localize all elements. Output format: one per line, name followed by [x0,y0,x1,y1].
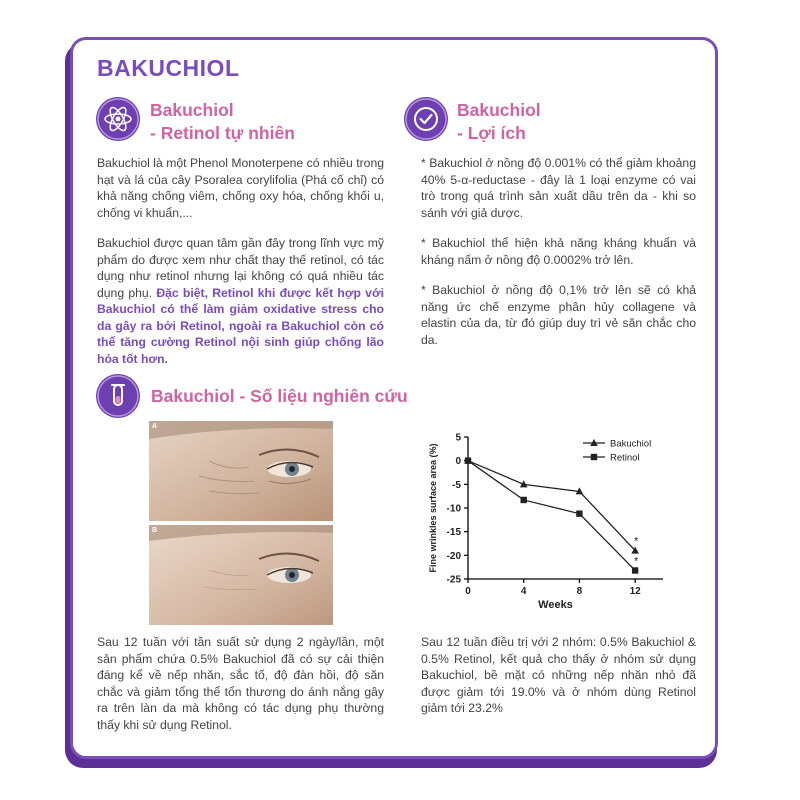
section1-para1: Bakuchiol là một Phenol Monoterpene có nhiều trong hạt và lá của cây Psoralea corylifolia (Phá cố chỉ) có khả năng chống viêm, chống oxy hóa, chống khối u, chống vi khuẩn,... [97,156,384,220]
x-axis-label: Weeks [538,599,573,611]
section2-title [457,99,541,145]
face-photo-before [149,421,333,521]
section1-para2 [97,235,384,367]
y-tick-label: 0 [455,456,461,468]
series-line-bakuchiol [468,461,635,551]
data-point-retinol [632,567,638,573]
data-point-retinol [465,457,471,463]
section1-para2-highlight: Đặc biệt, Retinol khi được kết hợp với Bakuchiol có thể làm giảm oxidative stress cho da gây ra bởi Retinol, ngoài ra Bakuchiol còn có thể tăng cường Retinol nội sinh giúp chống lão hóa tốt hơn. [97,285,384,366]
y-tick-label: -25 [446,574,461,586]
section3-left-caption: Sau 12 tuần với tần suất sử dụng 2 ngày/lần, một sản phẩm chứa 0.5% Bakuchiol đã có sự cải thiện đáng kể về nếp nhăn, sắc tố, độ đàn hồi, độ săn chắc và giảm tổng thể tổn thương do ánh nắng gây ra trên làn da mà không có tác dụng phụ thường thấy khi sử dụng Retinol. [97,635,384,732]
legend-label: Retinol [610,452,640,464]
section2-para3: * Bakuchiol ở nồng độ 0,1% trở lên sẽ có khả năng ức chế enzyme phân hủy collagene và elastin của da, từ đó giúp duy trì vẻ săn chắc cho da. [421,283,696,347]
section1-text [97,155,384,381]
significance-annotation: * [634,535,639,548]
x-tick-label: 12 [629,586,641,597]
significance-annotation: * [634,555,639,568]
data-point-retinol [576,510,582,516]
section2-text [421,155,696,362]
section1-para2-normal: Bakuchiol được quan tâm gần đây trong lĩnh vực mỹ phẩm do được xem như chất thay thế retinol, có tác dụng như retinol nhưng lại không có quá nhiều tác dụng phụ. [97,236,384,300]
y-tick-label: -5 [452,479,461,491]
photo-b-label: B [152,527,158,534]
section2-para1: * Bakuchiol ở nồng độ 0.001% có thể giảm khoảng 40% 5-α-reductase - đây là 1 loại enzyme có vai trò trong quá trình sản xuất dầu trên da - khi so sánh với giả dược. [421,156,696,220]
data-point-retinol [521,497,527,503]
x-tick-label: 4 [520,586,527,597]
section2-para2: * Bakuchiol thể hiện khả năng kháng khuẩn và kháng nấm ở nồng độ 0.0002% trở lên. [421,236,696,267]
section1-title [150,99,295,145]
wrinkles-line-chart [423,425,673,620]
section1-title-line1: Bakuchiol [150,100,234,120]
section1-title-line2: - Retinol tự nhiên [150,123,295,143]
check-badge-icon [404,97,448,141]
y-axis-label: Fine wrinkles surface area (%) [428,443,438,573]
legend-marker [591,454,597,460]
section2-title-line1: Bakuchiol [457,100,541,120]
section3-title: Bakuchiol - Số liệu nghiên cứu [151,386,408,406]
x-tick-label: 0 [465,586,471,597]
y-tick-label: 5 [455,432,461,444]
atom-icon [96,97,140,141]
section3-right-caption: Sau 12 tuần điều trị với 2 nhóm: 0.5% Bakuchiol & 0.5% Retinol, kết quả cho thấy ở nhóm sử dụng Bakuchiol, bề mặt có những nếp nhăn nhỏ đã được giảm tới 19.0% và ở nhóm dùng Retinol giảm tới 23.2% [421,635,696,715]
y-tick-label: -20 [446,550,461,562]
face-photo-after [149,525,333,625]
test-tube-icon [96,374,140,418]
series-line-retinol [468,461,635,571]
y-tick-label: -10 [446,503,461,515]
y-tick-label: -15 [446,527,461,539]
section2-title-line2: - Lợi ích [457,123,526,143]
page-title: BAKUCHIOL [97,55,240,81]
legend-label: Bakuchiol [610,438,652,450]
photo-a-label: A [152,423,158,430]
x-tick-label: 8 [576,586,583,597]
